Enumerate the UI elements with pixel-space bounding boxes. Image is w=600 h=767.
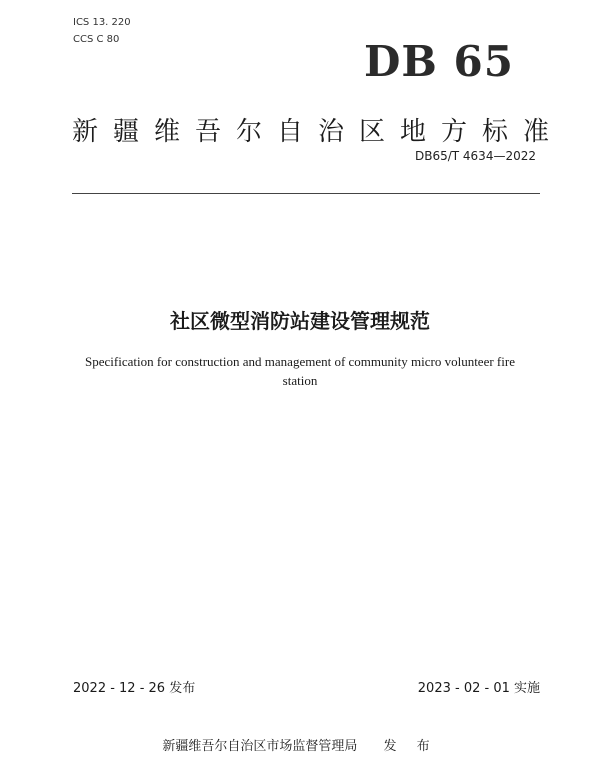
ics-code: ICS 13. 220 <box>73 17 131 28</box>
issuer-name: 新疆维吾尔自治区市场监督管理局 <box>162 739 358 754</box>
issuing-authority <box>0 738 600 756</box>
standard-number: DB65/T 4634—2022 <box>414 149 536 163</box>
ccs-code: CCS C 80 <box>73 34 120 45</box>
implementation-date: 2023 - 02 - 01 实施 <box>417 681 540 696</box>
issuer-action: 发 布 <box>383 739 438 754</box>
db65-logo: DB 65 <box>364 37 514 86</box>
issue-date: 2022 - 12 - 26 发布 <box>73 681 196 696</box>
standard-type-heading: 新疆维吾尔自治区地方标准 <box>72 117 565 147</box>
document-title-chinese: 社区微型消防站建设管理规范 <box>170 309 430 333</box>
header-divider <box>72 193 540 194</box>
document-title-english: Specification for construction and management of community micro volunteer fire station <box>85 354 515 388</box>
